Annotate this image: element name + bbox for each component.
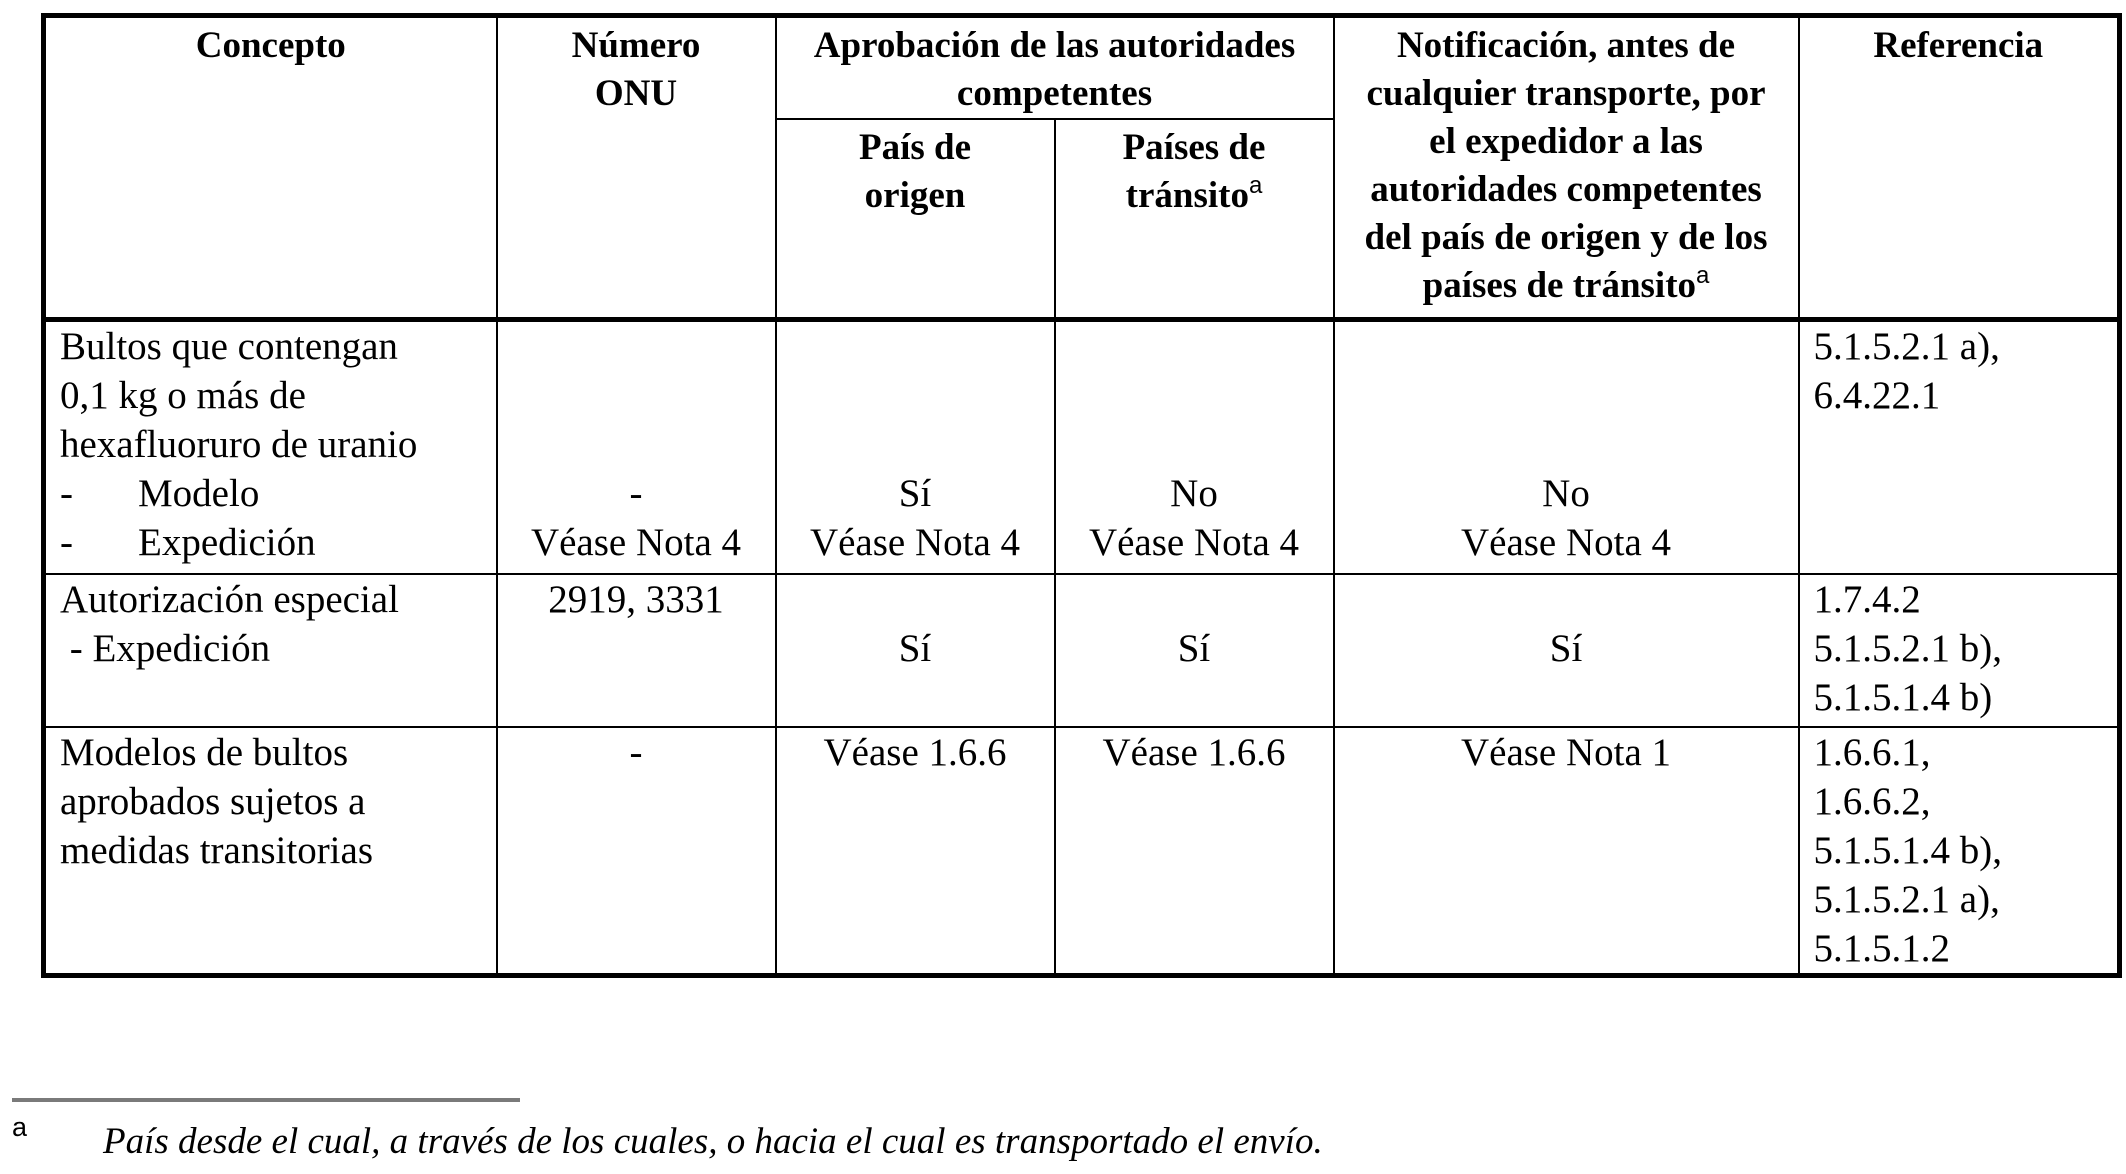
footnote-marker: a (12, 1112, 28, 1142)
cell-notificacion: Sí (1334, 574, 1799, 727)
footnote-text: País desde el cual, a través de los cuales, o hacia el cual es transportado el envío. (103, 1121, 1323, 1162)
header-referencia: Referencia (1799, 16, 2120, 320)
header-aprobacion: Aprobación de las autoridades competentes (776, 16, 1334, 120)
cell-concepto: Modelos de bultos aprobados sujetos a medidas transitorias (44, 727, 497, 976)
cell-numero-onu: - (497, 727, 776, 976)
cell-notificacion: Véase Nota 1 (1334, 727, 1799, 976)
cell-referencia: 5.1.5.2.1 a), 6.4.22.1 (1799, 319, 2120, 574)
cell-numero-onu: 2919, 3331 (497, 574, 776, 727)
header-concepto: Concepto (44, 16, 497, 320)
cell-numero-onu: - Véase Nota 4 (497, 319, 776, 574)
header-notificacion: Notificación, antes de cualquier transporte, por el expedidor a las autoridades competentes del país de origen y de los países de tránsito$^a$ (1334, 16, 1799, 320)
table-row (44, 574, 2120, 727)
table-row (44, 319, 2120, 574)
footnote-ref: a (1248, 172, 1263, 199)
cell-pais-origen: Sí (776, 574, 1055, 727)
header-numero-onu: Número ONU (497, 16, 776, 320)
cell-paises-transito: Sí (1055, 574, 1334, 727)
footnote-divider (12, 1098, 520, 1102)
table-row (44, 727, 2120, 976)
cell-paises-transito: No Véase Nota 4 (1055, 319, 1334, 574)
cell-pais-origen: Véase 1.6.6 (776, 727, 1055, 976)
footnote-ref: a (1696, 262, 1710, 289)
cell-referencia: 1.6.6.1, 1.6.6.2, 5.1.5.1.4 b), 5.1.5.2.1 a), 5.1.5.1.2 (1799, 727, 2120, 976)
cell-concepto: Autorización especial - Expedición (44, 574, 497, 727)
cell-pais-origen: Sí Véase Nota 4 (776, 319, 1055, 574)
cell-paises-transito: Véase 1.6.6 (1055, 727, 1334, 976)
regulation-table (41, 13, 2122, 978)
cell-referencia: 1.7.4.2 5.1.5.2.1 b), 5.1.5.1.4 b) (1799, 574, 2120, 727)
header-paises-transito: Países de tránsito$^a$ (1055, 119, 1334, 319)
header-pais-origen: País de origen (776, 119, 1055, 319)
cell-notificacion: No Véase Nota 4 (1334, 319, 1799, 574)
cell-concepto: Bultos que contengan 0,1 kg o más de hexafluoruro de uranio - Modelo - Expedición (44, 319, 497, 574)
